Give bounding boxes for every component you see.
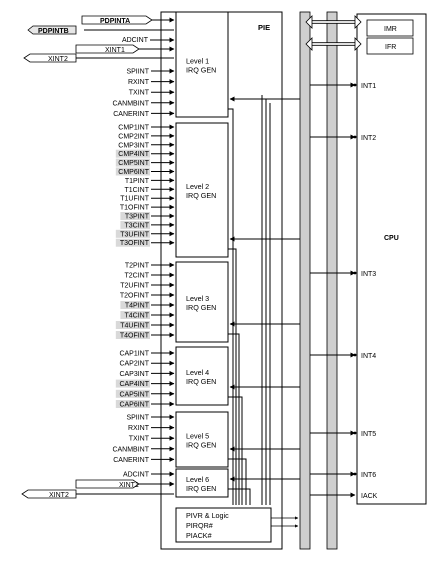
bus-left [300,12,310,549]
input-label: CANERINT [113,456,149,464]
input-label: CAP2INT [119,360,149,368]
input-label: TXINT [128,89,149,97]
int-2-label: INT2 [361,135,377,142]
pdpinta-input [82,16,174,25]
level-5-title: Level 5 [186,431,210,441]
int-node [354,473,357,476]
input-label: T2CINT [124,272,149,280]
pdpintb-input [28,26,174,35]
cpu-label: CPU [384,235,399,242]
input-label: RXINT [128,79,149,87]
input-label: CMP5INT [118,160,149,168]
input-label: ADCINT [122,471,149,479]
xint1-bottom-label: XINT1 [119,482,139,489]
int-node [354,354,357,357]
input-label: T3CINT [124,222,149,230]
pie-title: PIE [258,23,271,32]
level-1-title: Level 1 [186,56,210,66]
int-node [354,272,357,275]
xint1-bottom-input [76,480,174,489]
input-label: CANMBINT [112,446,149,454]
int-node [354,136,357,139]
adcint-top-label: ADCINT [121,37,148,44]
input-label: CMP2INT [118,133,149,141]
xint1-top-input [76,45,174,54]
input-label: T3OFINT [119,240,149,248]
xint2-bottom-label: XINT2 [49,492,69,499]
int-6-label: INT6 [361,472,377,479]
input-label: TXINT [128,435,149,443]
level-1-subtitle: IRQ GEN [186,65,217,75]
pdpinta-label: PDPINTA [100,18,131,25]
input-label: T1PINT [124,177,149,185]
input-label: T2OFINT [119,292,149,300]
iack-label: IACK [361,493,378,500]
pdpintb-label: PDPINTB [38,28,69,35]
input-label: CMP4INT [118,151,149,159]
input-label: CAP4INT [119,381,149,389]
input-label: T4CINT [124,312,149,320]
level-5-subtitle: IRQ GEN [186,440,217,450]
level-5-pirqr-line [228,459,246,505]
ifr-label: IFR [385,44,397,51]
input-label: T4OFINT [119,332,149,340]
level-6-subtitle: IRQ GEN [186,484,217,493]
bus-right [327,12,337,549]
input-label: CAP5INT [119,391,149,399]
input-label: CANERINT [113,110,149,118]
input-label: T1UFINT [120,195,149,203]
input-label: T3PINT [124,213,149,221]
input-label: T4UFINT [120,322,149,330]
input-label: T2PINT [124,262,149,270]
piack-label: PIACK# [186,531,212,540]
level-3-subtitle: IRQ GEN [186,303,217,312]
pie-boundary [161,12,282,549]
input-label: CAP6INT [119,401,149,409]
int-node [354,84,357,87]
input-label: T2UFINT [120,282,149,290]
input-label: CAP1INT [119,350,149,358]
level-4-subtitle: IRQ GEN [186,377,217,386]
input-label: CAP3INT [119,370,149,378]
level-2-subtitle: IRQ GEN [186,191,217,200]
input-label: CANMBINT [112,100,149,108]
int-node [354,432,357,435]
int-1-label: INT1 [361,83,377,90]
input-label: CMP6INT [118,169,149,176]
input-label: CMP3INT [118,142,149,150]
level-2-title: Level 2 [186,182,210,191]
level-3-title: Level 3 [186,294,210,303]
input-label: CMP1INT [118,124,149,132]
level-6-title: Level 6 [186,475,210,484]
int-4-label: INT4 [361,353,377,360]
input-label: SPIINT [126,68,149,76]
input-label: RXINT [128,425,149,433]
pivr-title: PIVR & Logic [186,511,229,520]
input-label: T1OFINT [119,204,149,212]
xint2-top-input [24,54,174,63]
pirqr-label: PIRQR# [186,521,213,530]
xint2-bottom-input [22,490,174,499]
input-label: T3UFINT [120,231,149,239]
int-5-label: INT5 [361,431,377,438]
input-label: T1CINT [124,186,149,194]
level-2-pirqr-line [228,249,236,505]
imr-label: IMR [384,26,397,33]
xint2-top-label: XINT2 [48,56,68,63]
level-1-pirqr-line [228,109,233,505]
int-3-label: INT3 [361,271,377,278]
level-4-title: Level 4 [186,368,210,377]
input-label: SPIINT [126,414,149,422]
input-label: T4PINT [124,302,149,310]
xint1-top-label: XINT1 [105,47,125,54]
